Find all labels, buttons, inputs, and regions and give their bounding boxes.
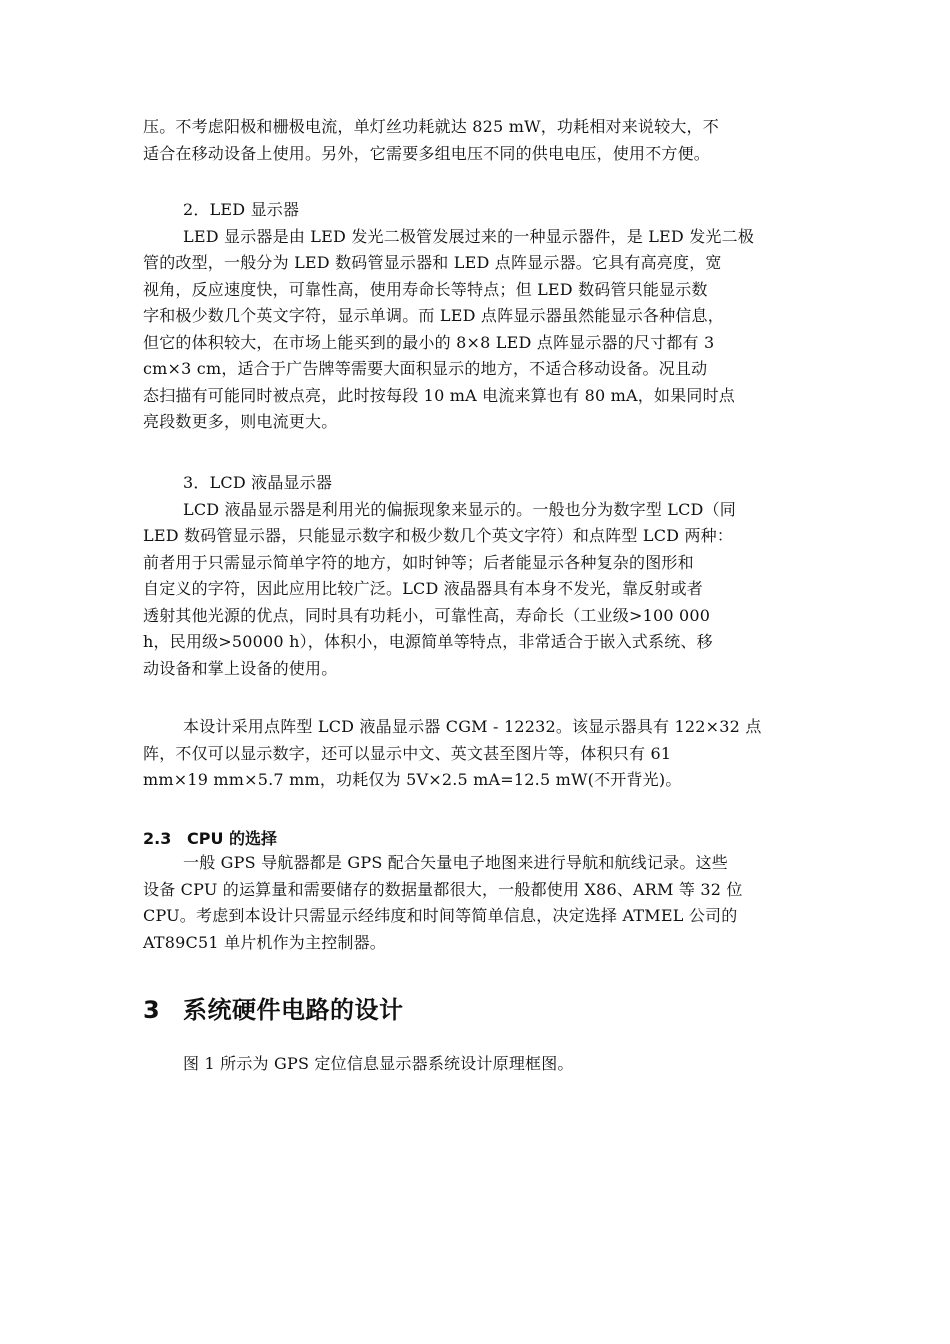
paragraph-line: 自定义的字符，因此应用比较广泛。LCD 液晶器具有本身不发光，靠反射或者 [143,579,703,598]
hardware-section-number: 3 [143,996,161,1024]
paragraph-line: 字和极少数几个英文字符，显示单调。而 LED 点阵显示器虽然能显示各种信息， [143,306,724,325]
paragraph-line: LED 显示器是由 LED 发光二极管发展过来的一种显示器件，是 LED 发光二极 [183,226,755,246]
paragraph-line: AT89C51 单片机作为主控制器。 [143,932,386,952]
intro-paragraph [143,114,813,167]
paragraph-line: 适合在移动设备上使用。另外，它需要多组电压不同的供电电压，使用不方便。 [143,143,711,163]
paragraph-line: 压。不考虑阳极和栅极电流，单灯丝功耗就达 825 mW，功耗相对来说较大，不 [143,117,719,136]
paragraph-line: 设备 CPU 的运算量和需要储存的数据量都很大，一般都使用 X86、ARM 等 32 位 [143,879,743,899]
paragraph-line: 管的改型，一般分为 LED 数码管显示器和 LED 点阵显示器。它具有高亮度，宽 [143,253,722,272]
paragraph-line: LED 数码管显示器，只能显示数字和极少数几个英文字符）和点阵型 LCD 两种： [143,526,734,545]
hardware-section-title [143,990,404,1025]
paragraph-line: 一般 GPS 导航器都是 GPS 配合矢量电子地图来进行导航和航线记录。这些 [183,853,728,872]
paragraph-line: 亮段数更多，则电流更大。 [143,412,338,431]
paragraph-line: 态扫描有可能同时被点亮，此时按每段 10 mA 电流来算也有 80 mA，如果同时点 [143,385,736,405]
cpu-section-number: 2.3 [143,829,172,848]
hardware-section-heading: 系统硬件电路的设计 [183,996,404,1024]
paragraph-line: cm×3 cm，适合于广告牌等需要大面积显示的地方，不适合移动设备。况且动 [143,359,708,378]
paragraph-line: LCD 液晶显示器是利用光的偏振现象来显示的。一般也分为数字型 LCD（同 [183,499,736,519]
led-section [143,197,813,436]
cpu-section-heading: CPU 的选择 [187,829,278,848]
paragraph-line: 动设备和掌上设备的使用。 [143,658,338,678]
paragraph-line: 阵，不仅可以显示数字，还可以显示中文、英文甚至图片等，体积只有 61 [143,743,672,763]
paragraph-line: 前者用于只需显示简单字符的地方，如时钟等；后者能显示各种复杂的图形和 [143,552,694,572]
paragraph-line: 但它的体积较大，在市场上能买到的最小的 8×8 LED 点阵显示器的尺寸都有 3 [143,332,715,352]
lcd-heading: 3．LCD 液晶显示器 [183,473,333,492]
paragraph-line: 视角，反应速度快，可靠性高，使用寿命长等特点；但 LED 数码管只能显示数 [143,279,708,299]
lcd-section [143,470,813,682]
design-paragraph [143,714,813,794]
paragraph-line: h，民用级>50000 h），体积小，电源简单等特点，非常适合于嵌入式系统、移 [143,632,713,651]
cpu-section-title [143,826,277,849]
paragraph-line: 图 1 所示为 GPS 定位信息显示器系统设计原理框图。 [183,1054,574,1073]
paragraph-line: 透射其他光源的优点，同时具有功耗小，可靠性高，寿命长（工业级>100 000 [143,605,711,625]
paragraph-line: CPU。考虑到本设计只需显示经纬度和时间等简单信息，决定选择 ATMEL 公司的 [143,906,738,925]
cpu-paragraph [143,850,813,956]
hardware-paragraph [143,1051,813,1078]
led-heading: 2．LED 显示器 [183,200,300,219]
paragraph-line: 本设计采用点阵型 LCD 液晶显示器 CGM - 12232。该显示器具有 122×32 点 [183,717,762,736]
paragraph-line: mm×19 mm×5.7 mm，功耗仅为 5V×2.5 mA=12.5 mW(不开背光)。 [143,770,682,789]
